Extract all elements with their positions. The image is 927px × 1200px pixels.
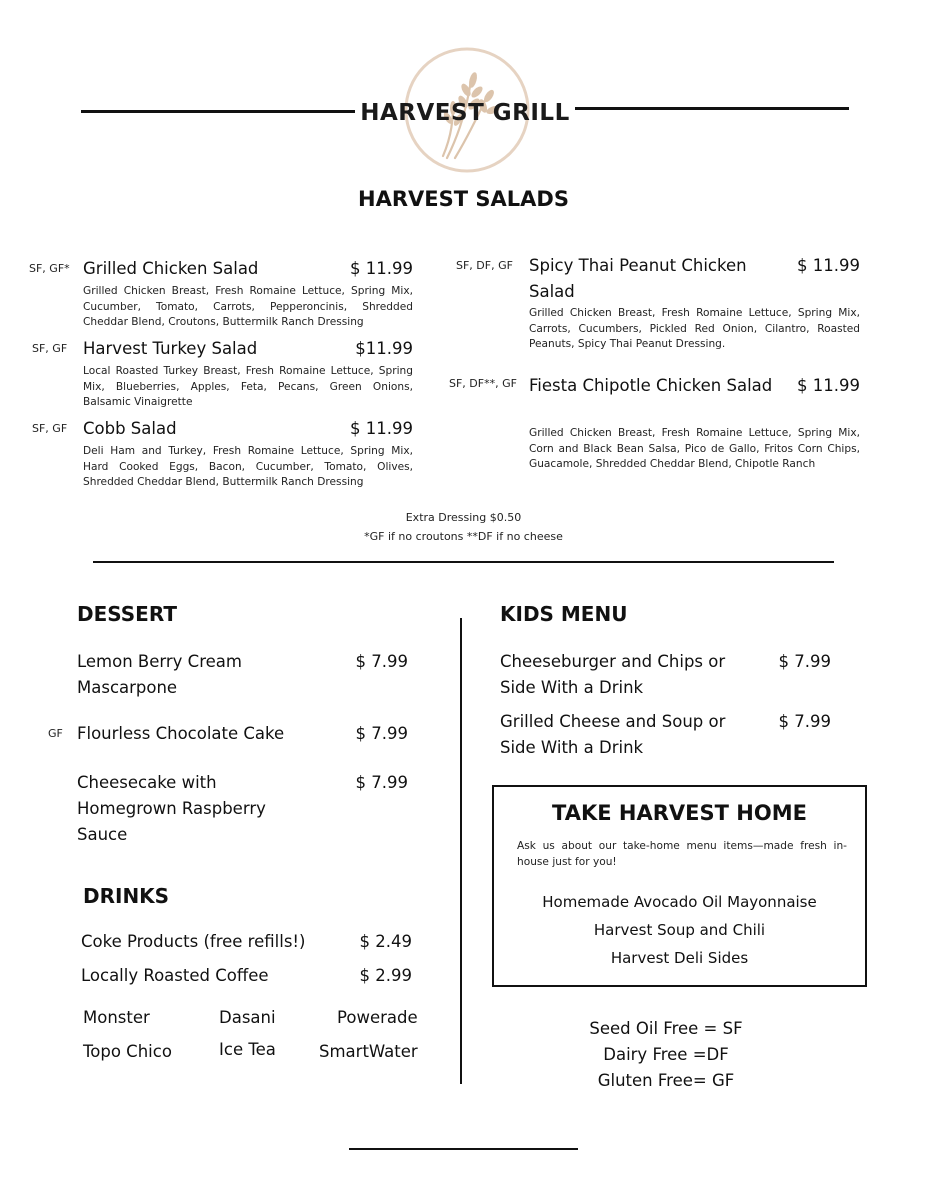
diet-tags: SF, DF**, GF [449,377,517,390]
item-price: $11.99 [355,339,413,358]
item-description: Grilled Chicken Breast, Fresh Romaine Lettuce, Spring Mix, Corn and Black Bean Salsa, Pico de Gallo, Fritos Corn Chips, Guacamole, Shredded Cheddar Blend, Chipotle Ranch [529,427,860,470]
diet-tags: SF, GF [32,422,68,435]
item-name: Cheeseburger and Chips or Side With a Drink [500,652,726,697]
item-name: Locally Roasted Coffee [81,966,269,985]
item-price: $ 11.99 [797,256,860,275]
take-home-title: TAKE HARVEST HOME [552,801,807,825]
header-rule-right [575,107,849,110]
item-price: $ 2.49 [359,932,412,951]
item-name: Cheesecake with Homegrown Raspberry Sauce [77,773,266,844]
section-divider [93,561,834,563]
item-name: Harvest Turkey Salad [83,339,258,358]
column-divider [460,618,462,1084]
item-description: Local Roasted Turkey Breast, Fresh Romaine Lettuce, Spring Mix, Blueberries, Apples, Feta, Pecans, Green Onions, Balsamic Vinaigrette [83,365,413,408]
take-home-item: Homemade Avocado Oil Mayonnaise [542,893,817,911]
header-rule-left [81,110,355,113]
extra-dressing-note: Extra Dressing $0.50 [405,511,522,524]
take-home-intro: Ask us about our take-home menu items—made fresh in-house just for you! [517,840,847,868]
salads-title: HARVEST SALADS [358,187,569,211]
item-description: Deli Ham and Turkey, Fresh Romaine Lettuce, Spring Mix, Hard Cooked Eggs, Bacon, Cucumber, Tomato, Olives, Shredded Cheddar Blend, Buttermilk Ranch Dressing [83,445,413,488]
footer-rule [349,1148,578,1150]
item-price: $ 11.99 [350,259,413,278]
drink-name: SmartWater [319,1042,418,1061]
item-price: $ 7.99 [778,712,831,731]
item-name: Grilled Cheese and Soup or Side With a Drink [500,712,726,757]
item-name: Flourless Chocolate Cake [77,724,285,743]
item-name: Fiesta Chipotle Chicken Salad [529,376,773,395]
drink-name: Topo Chico [83,1042,172,1061]
legend-line: Seed Oil Free = SF [589,1019,743,1038]
item-name: Coke Products (free refills!) [81,932,306,951]
salad-footnote: *GF if no croutons **DF if no cheese [364,530,563,543]
diet-tags: GF [48,727,63,740]
item-price: $ 7.99 [778,652,831,671]
drink-name: Monster [83,1008,150,1027]
item-description: Grilled Chicken Breast, Fresh Romaine Lettuce, Spring Mix, Carrots, Cucumbers, Pickled Red Onion, Cilantro, Roasted Peanuts, Spicy Thai Peanut Dressing. [529,307,860,350]
item-name: Cobb Salad [83,419,177,438]
item-price: $ 11.99 [797,376,860,395]
legend-line: Gluten Free= GF [597,1071,735,1090]
drink-name: Powerade [337,1008,418,1027]
dessert-title: DESSERT [77,602,177,626]
legend-line: Dairy Free =DF [603,1045,729,1064]
take-home-item: Harvest Deli Sides [610,949,749,967]
brand-name: HARVEST GRILL [360,100,570,126]
take-home-box [492,785,867,987]
drinks-title: DRINKS [83,884,170,908]
item-name: Spicy Thai Peanut Chicken Salad [529,256,747,301]
drink-name: Ice Tea [219,1040,276,1059]
item-name: Lemon Berry Cream Mascarpone [77,652,242,697]
diet-tags: SF, GF* [29,262,70,275]
item-description: Grilled Chicken Breast, Fresh Romaine Lettuce, Spring Mix, Cucumber, Tomato, Carrots, Pepperoncinis, Shredded Cheddar Blend, Croutons, Buttermilk Ranch Dressing [83,285,413,328]
item-price: $ 7.99 [355,773,408,792]
drink-name: Dasani [219,1008,276,1027]
diet-tags: SF, GF [32,342,68,355]
item-name: Grilled Chicken Salad [83,259,259,278]
item-price: $ 2.99 [359,966,412,985]
item-price: $ 7.99 [355,724,408,743]
item-price: $ 11.99 [350,419,413,438]
kids-menu-title: KIDS MENU [500,602,628,626]
take-home-item: Harvest Soup and Chili [593,921,766,939]
item-price: $ 7.99 [355,652,408,671]
diet-tags: SF, DF, GF [456,259,513,272]
